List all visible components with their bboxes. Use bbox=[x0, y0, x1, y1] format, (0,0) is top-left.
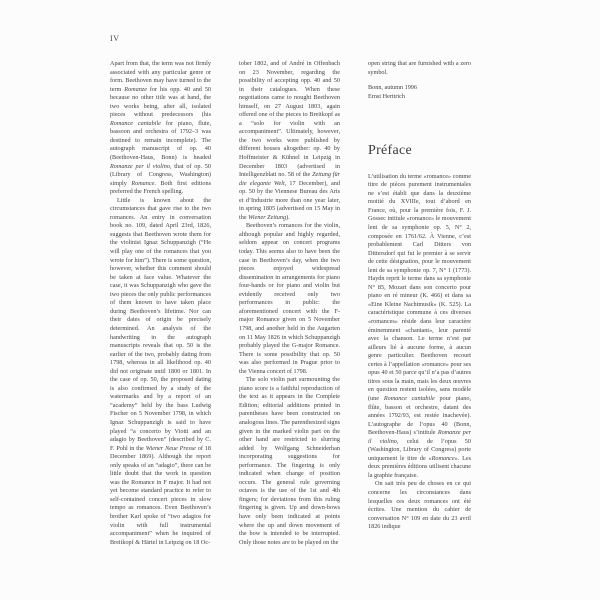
signature-block bbox=[368, 84, 471, 101]
preface-heading: Préface bbox=[368, 143, 413, 159]
page-number: IV bbox=[110, 34, 120, 43]
text-paragraph: The solo violin part surmounting the piano score is a faithful reproduction of the text as it appears in the Complete Edition; editorial additions printed in parentheses have been constructed on analogous lines. The parenthesized signs given in the marked violin part on the other hand are restricted to slurring added by Wolfgang Schneiderhan incorporating suggestions for performance. The fingering is only indicated when change of position occurs. The general rule governing octaves is the use of the 1st and 4th fingers; for deviations from this ruling fingering is given. Up and down-bows have only been indicated at points where the up and down movement of the bow is intended to be interrupted. Only those notes are to be played on the bbox=[239, 376, 340, 546]
text-paragraph: Apart from that, the term was not firmly associated with any particular genre or form. Beethoven may have turned to the term Romanze for his opp. 40 and 50 because no other title was at hand, the two works being, after all, isolated pieces without predecessors (his Romance cantabile for piano, flute, bassoon and orchestra of 1792–3 was destined to remain incomplete). The autograph manuscript of op. 40 (Beethoven-Haus, Bonn) is headed Romanze per il violino, that of op. 50 (Library of Congress, Washington) simply Romance. Both first editions preferred the French spelling. bbox=[110, 60, 212, 196]
text-columns bbox=[110, 60, 471, 547]
text-column-3 bbox=[368, 60, 471, 532]
text-column-1 bbox=[110, 60, 211, 547]
french-preface-text bbox=[368, 173, 471, 532]
signature-name: Ernst Herttrich bbox=[368, 92, 405, 100]
text-column-2 bbox=[239, 60, 340, 547]
text-paragraph: Little is known about the circumstances that gave rise to the two romances. An entry in conversation book no. 109, dated April 23rd, 1826, suggests that Beethoven wrote them for the violinist Ignaz Schuppanzigh (“He will play one of the romances that you wrote for him”). There is some question, however, whether this comment should be taken at face value. Whatever the case, it was Schuppanzigh who gave the two pieces the only public performances of them known to have taken place during Beethoven’s lifetime. Nor can their dates of origin be precisely determined. An analysis of the handwriting in the autograph manuscripts reveals that op. 50 is the earlier of the two, probably dating from 1798, whereas in all likelihood op. 40 did not originate until 1800 or 1801. In the case of op. 50, the proposed dating is also confirmed by a study of the watermarks and by a report of an “academy” held by the bass Ludwig Fischer on 5 November 1798, in which Ignaz Schuppanzigh is said to have played “a concerto by Viotti and an adagio by Beethoven” (described by C. F. Pohl in the Wiener Neue Presse of 18 December 1869). Although the report only speaks of an “adagio”, there can be little doubt that the work in question was the Romance in F major. It had not yet become standard practice to refer to self-contained concert pieces in slow tempo as romances. Even Beethoven’s brother Karl spoke of “two adagios for violin with full instrumental accompaniment” when he inquired of Breitkopf & Härtel in Leipzig on 18 Oc- bbox=[110, 196, 212, 546]
text-paragraph: open string that are furnished with a zero symbol. bbox=[368, 60, 471, 76]
english-text-continuation bbox=[368, 60, 471, 77]
signature-place-date: Bonn, autumn 1996 bbox=[368, 84, 417, 92]
text-paragraph: Beethoven’s romances for the violin, although popular and highly regarded, seldom appear on concert programs today. This seems also to have been the case in Beethoven’s day, when the two pieces enjoyed widespread dissemination in arrangements for piano four-hands or for piano and violin but evidently received only two performances in public: the aforementioned concert with the F-major Romance given on 5 November 1798, and another held in the Augarten on 11 May 1826 in which Schuppanzigh probably played the G-major Romance. There is some possibility that op. 50 was also performed in Prague prior to the Vienna concert of 1798. bbox=[239, 222, 340, 375]
text-paragraph: tober 1802, and of André in Offenbach on 23 November, regarding the possibility of accepting opp. 40 and 50 in their catalogues. When these negotiations came to nought Beethoven himself, on 27 August 1803, again offered one of the pieces to Breitkopf as a “solo for violin with an accompaniment”. Ultimately, however, the two works were published by different houses altogether: op. 40 by Hoffmeister & Kühnel in Leipzig in December 1803 (advertised in Intelligenzblatt no. 58 of the Zeitung für die elegante Welt, 17 December), and op. 50 by the Viennese Bureau des Arts et d’Industrie more than one year later, in spring 1805 (advertised on 15 May in the Wiener Zeitung). bbox=[239, 60, 340, 221]
text-paragraph: On sait très peu de choses en ce qui concerne les circonstances dans lesquelles ces deux romances ont été écrites. Une mention du cahier de conversation N° 109 en date du 23 avril 1826 indique bbox=[368, 480, 471, 531]
text-paragraph: L’utilisation du terme «romance» comme titre de pièces purement instrumentales ne s’est établi que dans la deuxième moitié du XVIIIe, tout d’abord en France, où, pour la première fois, F. J. Gossec intitule «romance» le mouvement lent de sa symphonie op. 5, N° 2, composée en 1761/62. À Vienne, c’est probablement Carl Ditters von Dittersdorf qui fut le premier à se servir de cette désignation, pour le mouvement lent de sa symphonie op. 7, N° 1 (1773). Haydn reprit le terme dans sa symphonie N° 85, Mozart dans son concerto pour piano en ré mineur (K. 466) et dans sa «Eine Kleine Nachtmusik» (K. 525). La caractéristique commune à ces diverses «romances» réside dans leur caractère éminemment «chantant», leur parenté avec la chanson. Le terme n’est par ailleurs lié à aucune forme, à aucun genre particulier. Beethoven recourt certes à l’appellation «romance» pour ses opus 40 et 50 parce qu’il n’a pas d’autres titres sous la main, mais les deux œuvres en question restent isolées, sans modèle (une Romance cantabile pour piano, flûte, basson et orchestre, datant des années 1792/93, est restée inachevée). L’autographe de l’opus 40 (Bonn, Beethoven-Haus) s’intitule Romanze per il violino, celui de l’opus 50 (Washington, Library of Congress) porte uniquement le titre de «Romance». Les deux premières éditions utilisent chacune la graphie française. bbox=[368, 172, 472, 479]
